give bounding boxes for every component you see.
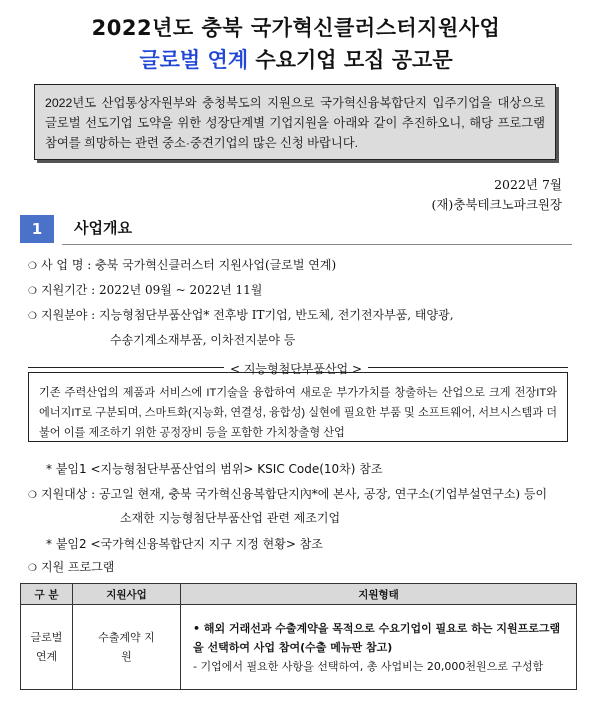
overview-field-cont: 수송기계소재부품, 이차전지분야 등	[110, 333, 296, 347]
row-form	[181, 605, 577, 690]
overview-field	[28, 306, 454, 326]
section-divider	[62, 244, 572, 245]
bullet-icon: ❍	[28, 261, 37, 272]
row-project: 수출계약 지원	[73, 605, 181, 690]
overview-period-text: 지원기간 : 2022년 09월 ~ 2022년 11월	[41, 283, 263, 297]
table-header-project: 지원사업	[73, 584, 181, 605]
attachment-note-1: * 붙임1 <지능형첨단부품산업의 범위> KSIC Code(10차) 참조	[46, 462, 383, 476]
row-form-main: • 해외 거래선과 수출계약을 목적으로 수요기업이 필요로 하는 지원프로그램을 선택하여 사업 참여(수출 메뉴판 참고)	[193, 621, 561, 654]
notice-date: 2022년 7월	[494, 177, 562, 192]
subtitle-rest: 수요기업 모집 공고문	[248, 48, 453, 72]
row-category: 글로벌 연계	[21, 605, 73, 690]
program-text: 지원 프로그램	[41, 560, 115, 574]
table-row	[21, 605, 577, 690]
overview-name	[28, 256, 336, 276]
bullet-icon: ❍	[28, 286, 37, 297]
target-text: 지원대상 : 공고일 현재, 충북 국가혁신융복합단지內*에 본사, 공장, 연구소(기업부설연구소) 등이	[41, 487, 548, 501]
intro-box: 2022년도 산업통상자원부와 충청북도의 지원으로 국가혁신융복합단지 입주기업을 대상으로 글로벌 선도기업 도약을 위한 성장단계별 기업지원을 아래와 같이 추진하오니, 해당 프로그램 참여를 희망하는 관련 중소·중견기업의 많은 신청 바랍니다.	[34, 84, 556, 160]
subtitle-accent: 글로벌 연계	[139, 48, 249, 72]
bullet-icon: ❍	[28, 490, 37, 501]
page-subtitle	[0, 44, 592, 74]
program-label	[28, 558, 114, 578]
section-number: 1	[20, 215, 54, 243]
table-header-category: 구 분	[21, 584, 73, 605]
definition-heading: < 지능형첨단부품산업 >	[0, 360, 592, 377]
notice-signature	[431, 175, 562, 215]
target-line-2: 소재한 지능형첨단부품산업 관련 제조기업	[120, 511, 341, 525]
row-form-sub: - 기업에서 필요한 사항을 선택하여, 총 사업비는 20,000천원으로 구성함	[193, 659, 544, 673]
definition-box: 기존 주력산업의 제품과 서비스에 IT기술을 융합하여 새로운 부가가치를 창출하는 산업으로 크게 전장IT와 에너지IT로 구분되며, 스마트화(지능화, 연결성, 융합성) 실현에 필요한 부품 및 소프트웨어, 서브시스템과 더불어 이를 제조하기 위한 공정장비 등을 포함한 가치창출형 산업	[28, 372, 568, 442]
bullet-icon: ❍	[28, 563, 37, 574]
page-title: 2022년도 충북 국가혁신클러스터지원사업	[91, 16, 501, 40]
attachment-note-2: * 붙임2 <국가혁신융복합단지 지구 지정 현황> 참조	[46, 537, 323, 551]
program-table	[20, 583, 577, 690]
notice-issuer: (재)충북테크노파크원장	[431, 197, 562, 212]
overview-name-text: 사 업 명 : 충북 국가혁신클러스터 지원사업(글로벌 연계)	[41, 258, 337, 272]
overview-period	[28, 281, 262, 301]
target-line-1	[28, 485, 547, 505]
bullet-icon: ❍	[28, 311, 37, 322]
section-title: 사업개요	[74, 219, 132, 237]
table-header-form: 지원형태	[181, 584, 577, 605]
table-header-row	[21, 584, 577, 605]
overview-field-text: 지원분야 : 지능형첨단부품산업* 전후방 IT기업, 반도체, 전기전자부품, 태양광,	[41, 308, 454, 322]
